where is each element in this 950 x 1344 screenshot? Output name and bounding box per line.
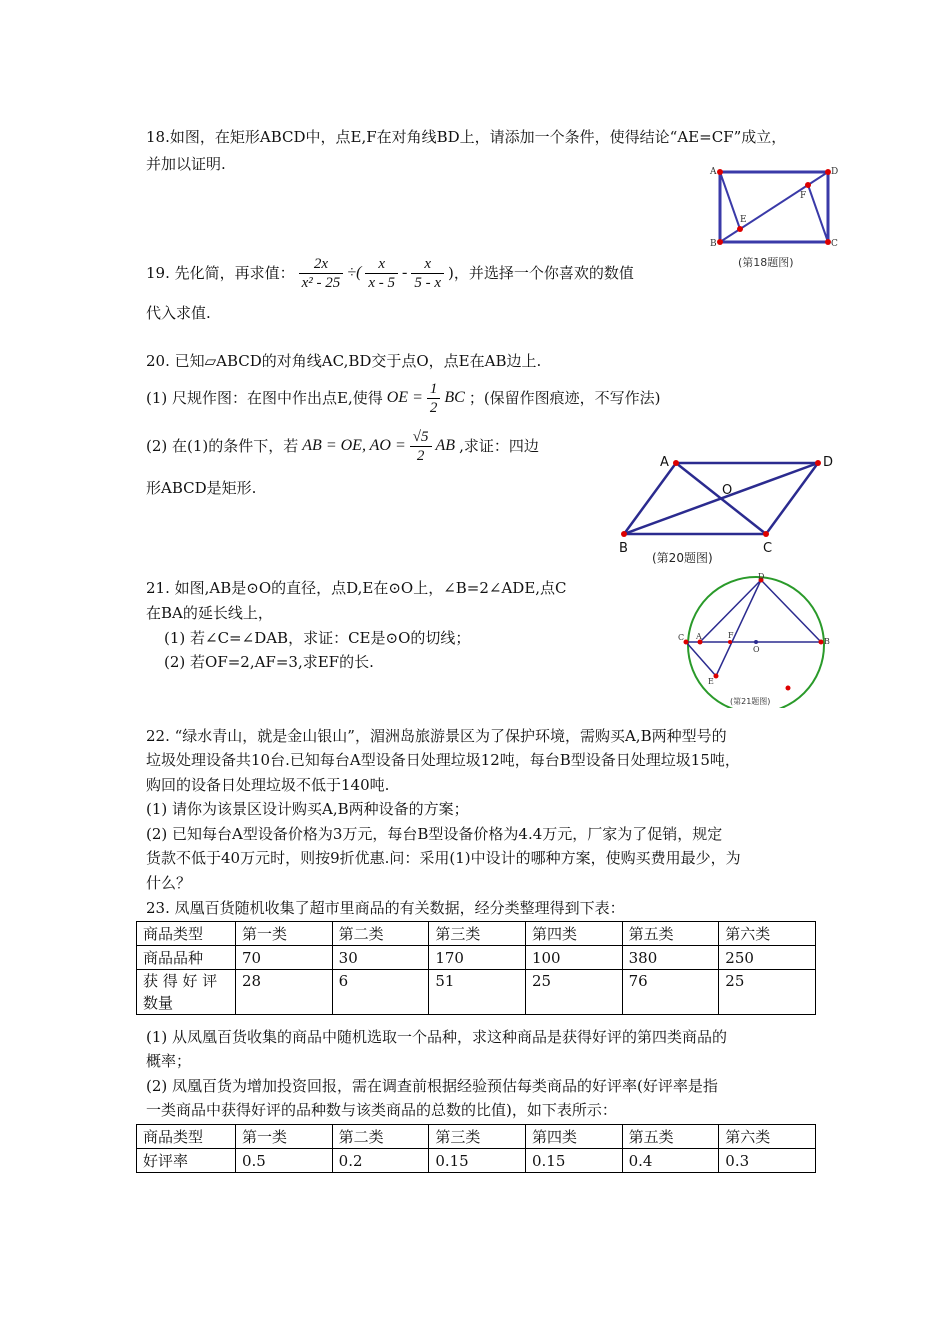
q21-point-f (728, 640, 732, 644)
q22-line3: 购回的设备日处理垃圾不低于140吨. (146, 776, 390, 794)
table-row (137, 970, 816, 1015)
table-cell: 第四类 (525, 1125, 622, 1149)
q19-line1 (146, 250, 634, 296)
q20-diagonal-bd (624, 463, 818, 534)
q20-p1-lhs: OE = (386, 389, 423, 406)
q21-part1: (1) 若∠C=∠DAB，求证：CE是⊙O的切线； (164, 629, 471, 647)
table-cell: 商品品种 (137, 946, 236, 970)
table-cell: 0.3 (719, 1149, 816, 1173)
table-cell: 28 (236, 970, 333, 1015)
q19-fraction-2 (365, 255, 398, 292)
q21-line-ce (686, 642, 716, 676)
q19-fraction-3 (411, 255, 444, 292)
q18-label-c: C (831, 239, 838, 249)
q20-p1-fraction (427, 380, 441, 417)
q20-p2-rhs: AB (435, 437, 456, 454)
q22-part2-line3: 什么？ (146, 874, 192, 892)
q18-diagonal-bd (720, 172, 828, 242)
q20-p2-mid: AB = OE, AO = (302, 437, 406, 454)
q18-label-d: D (831, 167, 839, 177)
table-cell: 0.2 (332, 1149, 429, 1173)
table-cell: 第一类 (236, 1125, 333, 1149)
q18-line1: 18.如图，在矩形ABCD中，点E,F在对角线BD上，请添加一个条件，使得结论“AE=CF”成立， (146, 128, 787, 146)
q19-f3-den: 5 - x (414, 274, 442, 291)
table-cell: 第五类 (622, 1125, 719, 1149)
table-cell: 第一类 (236, 922, 333, 946)
table-cell: 第六类 (719, 922, 816, 946)
q22-part1: (1) 请你为该景区设计购买A,B两种设备的方案； (146, 800, 469, 818)
q21-point-extra (786, 686, 791, 691)
q18-segment-cf (808, 185, 828, 242)
table-cell: 25 (719, 970, 816, 1015)
q19-prefix: 19. 先化简，再求值： (146, 264, 295, 282)
q20-p2-den: 2 (416, 447, 425, 464)
q21-label-c: C (678, 633, 685, 642)
q19-fraction-1 (299, 255, 344, 292)
q20-p1-prefix: (1) 尺规作图：在图中作出点E,使得 (146, 389, 383, 407)
row2-label-a: 获 得 好 评 (143, 972, 218, 990)
q21-part2: (2) 若OF=2,AF=3,求EF的长. (164, 653, 374, 671)
q18-label-f: F (800, 191, 807, 201)
q18-point-f (805, 182, 811, 188)
table-cell: 25 (525, 970, 622, 1015)
table-cell: 30 (332, 946, 429, 970)
q21-label-d: D (758, 572, 765, 581)
q20-part1 (146, 378, 661, 418)
q20-p2-num: √5 (410, 428, 432, 447)
table-cell: 第六类 (719, 1125, 816, 1149)
q21-label-o: O (753, 645, 760, 654)
q22-part2-line2: 货款不低于40万元时，则按9折优惠.问：采用(1)中设计的哪种方案，使购买费用最少，为 (146, 849, 741, 867)
table-cell: 好评率 (137, 1149, 236, 1173)
row2-label-b: 数量 (143, 994, 174, 1012)
q20-point-a (673, 460, 679, 466)
q20-p1-rhs: BC (444, 389, 465, 406)
table-row (137, 946, 816, 970)
table-cell: 0.15 (525, 1149, 622, 1173)
q20-caption: (第20题图) (652, 551, 713, 565)
q21-chord-de (716, 580, 761, 676)
q20-part2-line2: 形ABCD是矩形. (146, 479, 257, 497)
q18-line2: 并加以证明. (146, 155, 226, 173)
q18-segment-ae (720, 172, 740, 229)
q18-label-b: B (710, 239, 717, 249)
q19-minus: - (402, 264, 408, 281)
q20-label-o: O (722, 483, 733, 498)
q21-label-e: E (708, 677, 714, 686)
q20-p1-suffix: ；(保留作图痕迹，不写作法) (468, 389, 661, 407)
q20-point-d (815, 460, 821, 466)
q20-part2 (146, 425, 539, 467)
q22-line2: 垃圾处理设备共10台.已知每台A型设备日处理垃圾12吨，每台B型设备日处理垃圾15吨， (146, 751, 740, 769)
q21-point-b (819, 640, 824, 645)
table-cell: 100 (525, 946, 622, 970)
q21-point-c (684, 640, 689, 645)
q21-point-e (714, 674, 719, 679)
q18-point-b (717, 239, 723, 245)
q18-label-e: E (740, 215, 747, 225)
table-cell: 0.4 (622, 1149, 719, 1173)
q20-point-b (621, 531, 627, 537)
table-cell: 第五类 (622, 922, 719, 946)
table-row (137, 922, 816, 946)
q19-f2-num: x (365, 255, 398, 274)
q21-label-a: A (696, 632, 702, 641)
table-row (137, 1149, 816, 1173)
table-cell: 0.15 (429, 1149, 526, 1173)
table-cell: 第二类 (332, 922, 429, 946)
q20-point-c (763, 531, 769, 537)
q20-label-c: C (763, 541, 773, 556)
q23-part1-line2: 概率； (146, 1052, 192, 1070)
q21-label-b: B (824, 637, 830, 646)
table-cell: 第三类 (429, 922, 526, 946)
table-cell (137, 970, 236, 1015)
q18-point-e (737, 226, 743, 232)
q20-p2-fraction (410, 428, 432, 465)
q20-label-a: A (660, 455, 669, 470)
q22-line1: 22. “绿水青山，就是金山银山”，湄洲岛旅游景区为了保护环境，需购买A,B两种型号的 (146, 727, 727, 745)
table-cell: 6 (332, 970, 429, 1015)
q19-f1-num: 2x (299, 255, 344, 274)
table-cell: 商品类型 (137, 1125, 236, 1149)
q23-part1-line1: (1) 从凤凰百货收集的商品中随机选取一个品种，求这种商品是获得好评的第四类商品的 (146, 1028, 728, 1046)
q18-caption: (第18题图) (738, 256, 794, 269)
q23-table-1 (136, 921, 816, 1015)
table-cell: 第二类 (332, 1125, 429, 1149)
q20-label-d: D (823, 455, 834, 470)
q18-figure (704, 162, 844, 274)
q20-figure (610, 448, 840, 570)
q20-p2-prefix: (2) 在(1)的条件下，若 (146, 437, 299, 455)
table-cell: 380 (622, 946, 719, 970)
q21-label-f: F (728, 631, 734, 640)
q20-label-b: B (619, 541, 628, 556)
table-cell: 第四类 (525, 922, 622, 946)
q19-f3-num: x (411, 255, 444, 274)
q23-part2-line1: (2) 凤凰百货为增加投资回报，需在调查前根据经验预估每类商品的好评率(好评率是指 (146, 1077, 718, 1095)
table-cell: 70 (236, 946, 333, 970)
q21-point-o (754, 640, 758, 644)
q19-f1-den: x² - 25 (301, 274, 341, 291)
q23-part2-line2: 一类商品中获得好评的品种数与该类商品的总数的比值)，如下表所示： (146, 1101, 617, 1119)
q19-suffix: )，并选择一个你喜欢的数值 (448, 264, 634, 282)
q20-p1-num: 1 (427, 380, 441, 399)
table-cell: 250 (719, 946, 816, 970)
table-row (137, 1125, 816, 1149)
q19-f2-den: x - 5 (368, 274, 396, 291)
q18-point-a (717, 169, 723, 175)
table-cell: 51 (429, 970, 526, 1015)
q21-chord-db (761, 580, 821, 642)
q23-table-2 (136, 1124, 816, 1173)
q20-line1: 20. 已知▱ABCD的对角线AC,BD交于点O，点E在AB边上. (146, 352, 542, 370)
q21-line1: 21. 如图,AB是⊙O的直径，点D,E在⊙O上，∠B=2∠ADE,点C (146, 579, 567, 597)
table-cell: 商品类型 (137, 922, 236, 946)
q19-divide: ÷( (347, 264, 362, 281)
table-cell: 第三类 (429, 1125, 526, 1149)
table-cell: 76 (622, 970, 719, 1015)
q22-part2-line1: (2) 已知每台A型设备价格为3万元，每台B型设备价格为4.4万元，厂家为了促销，规定 (146, 825, 723, 843)
q21-caption: (第21题图) (730, 697, 771, 706)
q18-label-a: A (710, 167, 717, 177)
table-cell: 0.5 (236, 1149, 333, 1173)
q19-line2: 代入求值. (146, 304, 211, 322)
q23-line1: 23. 凤凰百货随机收集了超市里商品的有关数据，经分类整理得到下表： (146, 899, 625, 917)
table-cell: 170 (429, 946, 526, 970)
q21-line2: 在BA的延长线上， (146, 604, 273, 622)
q21-figure (676, 572, 836, 708)
q20-p1-den: 2 (429, 399, 438, 416)
q20-p2-suffix: ,求证：四边 (459, 437, 539, 455)
